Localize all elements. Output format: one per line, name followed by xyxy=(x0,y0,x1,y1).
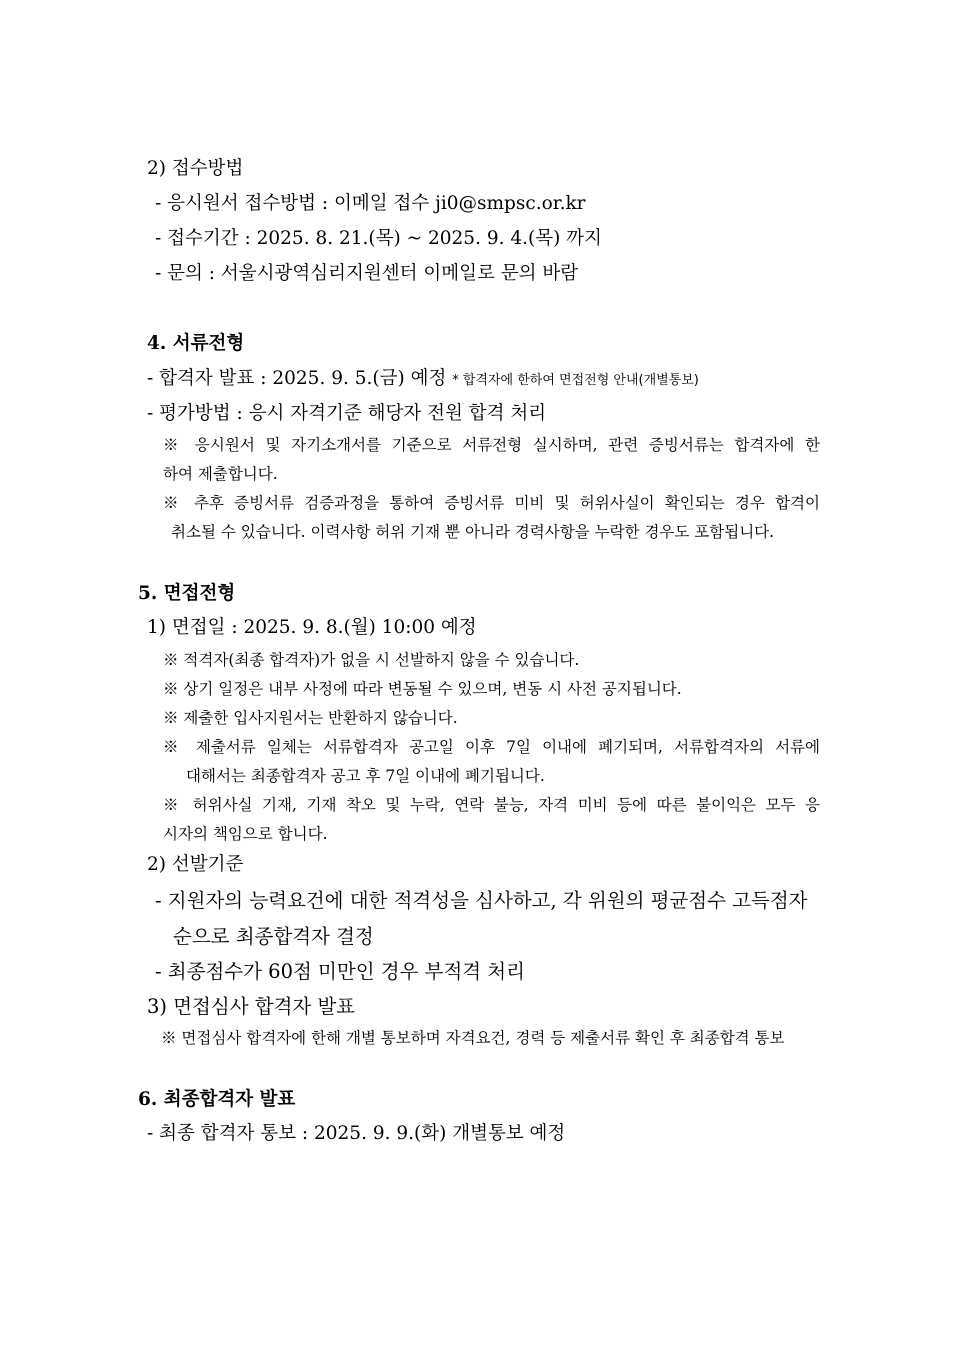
selection-criteria-2: - 최종점수가 60점 미만인 경우 부적격 처리 xyxy=(155,960,525,983)
interview-note-3: ※ 제출한 입사지원서는 반환하지 않습니다. xyxy=(163,709,458,727)
receipt-period-item: - 접수기간 : 2025. 8. 21.(목) ~ 2025. 9. 4.(목) 까지 xyxy=(155,228,602,249)
interview-note-4-line-1: ※ 제출서류 일체는 서류합격자 공고일 이후 7일 이내에 폐기되며, 서류합격자의 서류에 xyxy=(163,738,820,756)
interview-note-1: ※ 적격자(최종 합격자)가 없을 시 선발하지 않을 수 있습니다. xyxy=(163,651,580,669)
selection-criteria-1-line-1: - 지원자의 능력요건에 대한 적격성을 심사하고, 각 위원의 평균점수 고득점자 xyxy=(155,889,808,912)
section-5-title: 5. 면접전형 xyxy=(138,583,236,604)
selection-criteria-1-line-2: 순으로 최종합격자 결정 xyxy=(173,925,374,948)
receipt-method-heading: 2) 접수방법 xyxy=(147,158,244,179)
document-note-2-line-1: ※ 추후 증빙서류 검증과정을 통하여 증빙서류 미비 및 허위사실이 확인되는 경우 합격이 xyxy=(163,494,820,512)
final-pass-notice-item: - 최종 합격자 통보 : 2025. 9. 9.(화) 개별통보 예정 xyxy=(147,1123,566,1144)
interview-result-note: ※ 면접심사 합격자에 한해 개별 통보하며 자격요건, 경력 등 제출서류 확인 후 최종합격 통보 xyxy=(161,1029,785,1047)
document-pass-announce xyxy=(147,370,699,389)
document-pass-announce-note: * 합격자에 한하여 면접전형 안내(개별통보) xyxy=(452,373,699,388)
document-note-1-line-1: ※ 응시원서 및 자기소개서를 기준으로 서류전형 실시하며, 관련 증빙서류는 합격자에 한 xyxy=(163,436,820,454)
section-6-title: 6. 최종합격자 발표 xyxy=(138,1089,296,1110)
interview-note-5-line-2: 시자의 책임으로 합니다. xyxy=(163,825,328,843)
inquiry-item: - 문의 : 서울시광역심리지원센터 이메일로 문의 바람 xyxy=(155,263,579,284)
interview-note-2: ※ 상기 일정은 내부 사정에 따라 변동될 수 있으며, 변동 시 사전 공지됩니다. xyxy=(163,680,682,698)
interview-result-heading: 3) 면접심사 합격자 발표 xyxy=(147,995,356,1018)
document-pass-announce-text: - 합격자 발표 : 2025. 9. 5.(금) 예정 xyxy=(147,368,447,389)
selection-criteria-heading: 2) 선발기준 xyxy=(147,854,244,875)
receipt-method-email-item: - 응시원서 접수방법 : 이메일 접수 ji0@smpsc.or.kr xyxy=(155,193,586,214)
document-note-2-line-2: 취소될 수 있습니다. 이력사항 허위 기재 뿐 아니라 경력사항을 누락한 경우도 포함됩니다. xyxy=(171,523,775,541)
interview-note-5-line-1: ※ 허위사실 기재, 기재 착오 및 누락, 연락 불능, 자격 미비 등에 따른 불이익은 모두 응 xyxy=(163,796,820,814)
interview-note-4-line-2: 대해서는 최종합격자 공고 후 7일 이내에 폐기됩니다. xyxy=(186,767,545,785)
section-4-title: 4. 서류전형 xyxy=(147,333,245,354)
interview-date-heading: 1) 면접일 : 2025. 9. 8.(월) 10:00 예정 xyxy=(147,617,477,638)
document-note-1-line-2: 하여 제출합니다. xyxy=(163,465,278,483)
evaluation-method-item: - 평가방법 : 응시 자격기준 해당자 전원 합격 처리 xyxy=(147,403,547,424)
